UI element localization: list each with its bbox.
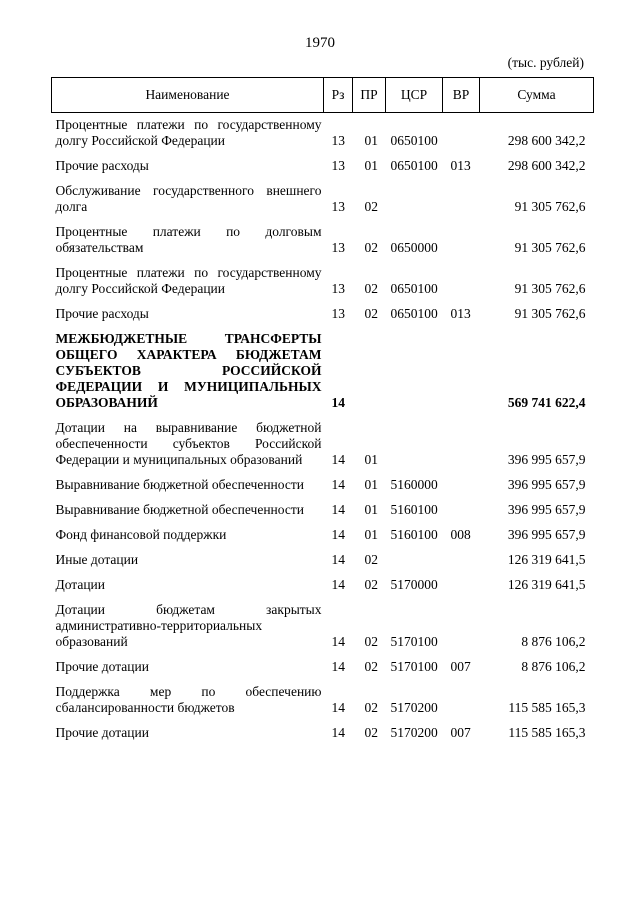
row-rz: 14 (331, 659, 345, 674)
row-rz: 13 (331, 158, 345, 173)
row-sum: 115 585 165,3 (508, 700, 586, 715)
row-sum: 91 305 762,6 (514, 306, 586, 321)
row-rz: 14 (331, 552, 345, 567)
row-vr (443, 547, 480, 572)
row-sum: 396 995 657,9 (507, 477, 586, 492)
row-rz: 14 (331, 395, 345, 410)
header-vr: ВР (443, 78, 480, 113)
row-name: Процентные платежи по государственному долгу Российской Федерации (55, 117, 322, 148)
row-vr (443, 572, 480, 597)
row-vr (443, 260, 480, 301)
row-rz: 13 (331, 199, 345, 214)
row-csr: 5170200 (390, 725, 438, 740)
row-csr: 0650000 (390, 240, 438, 255)
header-sum: Сумма (480, 78, 594, 113)
row-vr: 007 (450, 725, 471, 740)
row-rz: 14 (331, 700, 345, 715)
table-row (52, 326, 594, 415)
row-name: Прочие дотации (55, 725, 149, 740)
row-name: Прочие расходы (55, 306, 149, 321)
row-name: Выравнивание бюджетной обеспеченности (55, 477, 304, 492)
row-rz: 14 (331, 634, 345, 649)
row-sum: 298 600 342,2 (507, 133, 586, 148)
row-name: Дотации бюджетам закрытых административно-территориальных образований (55, 602, 322, 649)
row-pr: 01 (364, 158, 378, 173)
table-row (52, 301, 594, 326)
row-csr: 5170100 (390, 634, 438, 649)
row-vr (443, 597, 480, 654)
row-name: Иные дотации (55, 552, 139, 567)
row-sum: 8 876 106,2 (521, 634, 586, 649)
table-row (52, 547, 594, 572)
row-csr (386, 326, 443, 415)
row-sum: 115 585 165,3 (508, 725, 586, 740)
row-csr: 5160100 (390, 527, 438, 542)
row-csr: 5170200 (390, 700, 438, 715)
row-pr: 02 (364, 725, 378, 740)
row-rz: 13 (331, 240, 345, 255)
row-csr (386, 547, 443, 572)
row-rz: 13 (331, 133, 345, 148)
row-pr (353, 326, 386, 415)
row-pr: 02 (364, 199, 378, 214)
table-row (52, 260, 594, 301)
table-row (52, 113, 594, 154)
row-pr: 01 (364, 502, 378, 517)
row-name: Прочие дотации (55, 659, 149, 674)
row-vr (443, 472, 480, 497)
row-pr: 01 (364, 133, 378, 148)
table-row (52, 497, 594, 522)
row-pr: 02 (364, 240, 378, 255)
row-sum: 8 876 106,2 (521, 659, 586, 674)
row-name: Прочие расходы (55, 158, 149, 173)
row-sum: 569 741 622,4 (507, 395, 586, 410)
row-sum: 91 305 762,6 (514, 281, 586, 296)
row-csr (386, 178, 443, 219)
row-sum: 396 995 657,9 (507, 502, 586, 517)
row-vr: 007 (450, 659, 471, 674)
row-rz: 14 (331, 725, 345, 740)
row-rz: 14 (331, 477, 345, 492)
row-pr: 01 (364, 452, 378, 467)
row-vr (443, 219, 480, 260)
row-pr: 02 (364, 306, 378, 321)
row-csr: 0650100 (390, 133, 438, 148)
row-vr: 008 (450, 527, 471, 542)
row-pr: 02 (364, 659, 378, 674)
row-vr (443, 679, 480, 720)
row-name: Выравнивание бюджетной обеспеченности (55, 502, 304, 517)
row-pr: 02 (364, 634, 378, 649)
table-row (52, 472, 594, 497)
row-sum: 126 319 641,5 (507, 577, 586, 592)
row-pr: 02 (364, 281, 378, 296)
row-csr: 0650100 (390, 306, 438, 321)
row-vr (443, 415, 480, 472)
row-name: Дотации на выравнивание бюджетной обеспеченности субъектов Российской Федерации и муниципальных образований (55, 420, 322, 467)
row-pr: 01 (364, 477, 378, 492)
table-header (52, 78, 594, 113)
row-sum: 396 995 657,9 (507, 527, 586, 542)
row-rz: 14 (331, 502, 345, 517)
row-vr (443, 497, 480, 522)
row-csr: 5170000 (390, 577, 438, 592)
row-sum: 126 319 641,5 (507, 552, 586, 567)
row-vr (443, 178, 480, 219)
row-sum: 396 995 657,9 (507, 452, 586, 467)
table-row (52, 720, 594, 745)
table-row (52, 597, 594, 654)
row-name: Поддержка мер по обеспечению сбалансированности бюджетов (55, 684, 322, 715)
table-row (52, 153, 594, 178)
row-rz: 13 (331, 306, 345, 321)
header-csr: ЦСР (386, 78, 443, 113)
row-rz: 14 (331, 452, 345, 467)
row-rz: 14 (331, 527, 345, 542)
row-csr: 0650100 (390, 158, 438, 173)
row-name: Дотации (55, 577, 106, 592)
row-vr: 013 (450, 306, 471, 321)
table-row (52, 415, 594, 472)
row-vr: 013 (450, 158, 471, 173)
row-csr: 5160100 (390, 502, 438, 517)
header-pr: ПР (353, 78, 386, 113)
row-pr: 02 (364, 577, 378, 592)
budget-table (51, 77, 594, 745)
table-row (52, 572, 594, 597)
row-csr: 5160000 (390, 477, 438, 492)
row-name: Процентные платежи по государственному долгу Российской Федерации (55, 265, 322, 296)
row-csr (386, 415, 443, 472)
row-rz: 14 (331, 577, 345, 592)
header-name: Наименование (52, 78, 324, 113)
table-row (52, 219, 594, 260)
units-note: (тыс. рублей) (507, 55, 584, 70)
row-csr: 0650100 (390, 281, 438, 296)
row-sum: 91 305 762,6 (514, 199, 586, 214)
table-row (52, 679, 594, 720)
row-rz: 13 (331, 281, 345, 296)
row-name: Обслуживание государственного внешнего долга (55, 183, 322, 214)
row-sum: 91 305 762,6 (514, 240, 586, 255)
row-name: Процентные платежи по долговым обязательствам (55, 224, 322, 255)
table-row (52, 522, 594, 547)
table-row (52, 654, 594, 679)
row-vr (443, 326, 480, 415)
row-name: МЕЖБЮДЖЕТНЫЕ ТРАНСФЕРТЫ ОБЩЕГО ХАРАКТЕРА БЮДЖЕТАМ СУБЪЕКТОВ РОССИЙСКОЙ ФЕДЕРАЦИИ И МУНИЦИПАЛЬНЫХ ОБРАЗОВАНИЙ (55, 331, 322, 410)
header-rz: Рз (324, 78, 353, 113)
row-vr (443, 113, 480, 154)
row-name: Фонд финансовой поддержки (55, 527, 227, 542)
row-sum: 298 600 342,2 (507, 158, 586, 173)
table-row (52, 178, 594, 219)
row-pr: 02 (364, 700, 378, 715)
table-body (52, 113, 594, 746)
row-csr: 5170100 (390, 659, 438, 674)
row-pr: 01 (364, 527, 378, 542)
page-number: 1970 (305, 35, 335, 51)
row-pr: 02 (364, 552, 378, 567)
